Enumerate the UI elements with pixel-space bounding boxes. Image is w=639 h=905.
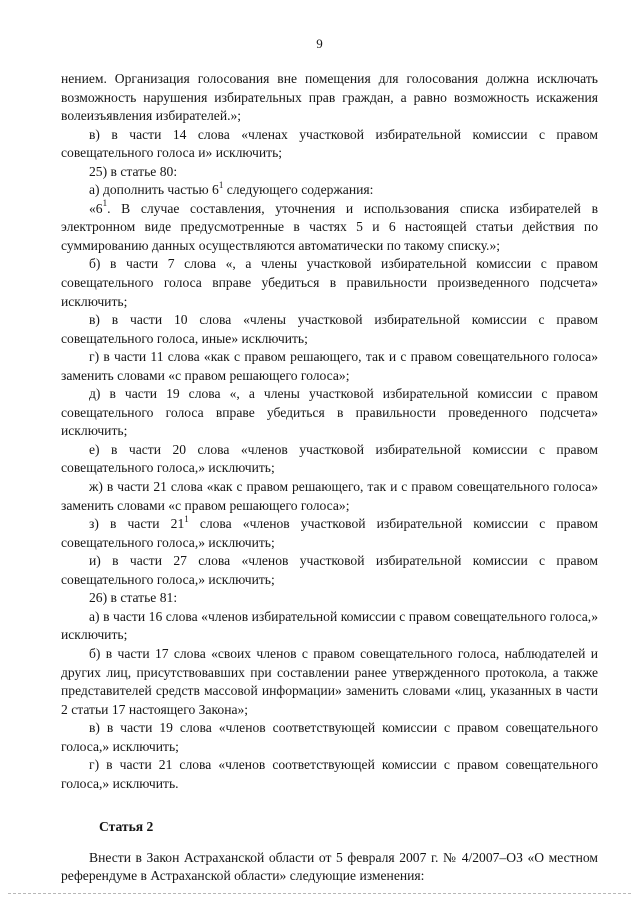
text-run: . В случае составления, уточнения и использования списка избирателей в электронном виде предусмотренные в частях 5 и 6 настоящей статьи действия по суммированию данных осуществляются автоматически по такому списку.»;: [61, 200, 598, 253]
paragraph: в) в части 14 слова «членах участковой избирательной комиссии с правом совещательного голоса и» исключить;: [61, 126, 598, 161]
paragraph: и) в части 27 слова «членов участковой избирательной комиссии с правом совещательного голоса,» исключить;: [61, 553, 598, 587]
superscript: 1: [102, 198, 108, 209]
text-run: слова «членов участковой избирательной комиссии с правом совещательного голоса,» исключить;: [61, 516, 598, 550]
paragraph: [61, 181, 598, 200]
paragraph: в) в части 19 слова «членов соответствующей комиссии с правом совещательного голоса,» исключить;: [61, 720, 598, 754]
paragraph: ж) в части 21 слова «как с правом решающего, так и с правом совещательного голоса» заменить словами «с правом решающего голоса»;: [61, 479, 598, 513]
paragraph: 25) в статье 80:: [89, 163, 178, 179]
paragraph: 26) в статье 81:: [89, 590, 178, 606]
paragraph: е) в части 20 слова «членов участковой избирательной комиссии с правом совещательного голоса,» исключить;: [61, 441, 598, 476]
paragraph: нением. Организация голосования вне помещения для голосования должна исключать возможность нарушения избирательных прав граждан, а равно возможность искажения волеизъявления избирателей.»;: [61, 71, 598, 124]
superscript: 1: [184, 513, 189, 524]
paragraph: г) в части 11 слова «как с правом решающего, так и с правом совещательного голоса» заменить словами «с правом решающего голоса»;: [61, 349, 598, 383]
document-body: [61, 70, 598, 886]
paragraph: Внести в Закон Астраханской области от 5 февраля 2007 г. № 4/2007–ОЗ «О местном референдуме в Астраханской области» следующие изменения:: [61, 849, 598, 884]
paragraph: г) в части 21 слова «членов соответствующей комиссии с правом совещательного голоса,» исключить.: [61, 757, 598, 791]
paragraph: д) в части 19 слова «, а члены участковой избирательной комиссии с правом совещательного голоса вправе убедиться в правильности проведенного подсчета» исключить;: [61, 386, 598, 439]
paragraph: [61, 515, 598, 552]
paragraph: а) в части 16 слова «членов избирательной комиссии с правом совещательного голоса,» исключить;: [61, 608, 598, 643]
article-heading: Статья 2: [99, 819, 154, 835]
scan-edge-line: [8, 893, 631, 894]
text-run: следующего содержания:: [223, 182, 374, 198]
superscript: 1: [218, 179, 224, 190]
text-run: з) в части 21: [89, 516, 185, 532]
page-number: 9: [316, 36, 323, 51]
paragraph: б) в части 7 слова «, а члены участковой избирательной комиссии с правом совещательного голоса вправе убедиться в правильности произведенного подсчета» исключить;: [61, 256, 598, 309]
paragraph: [61, 200, 598, 256]
text-run: а) дополнить частью 6: [89, 182, 219, 198]
text-run: «6: [89, 200, 103, 216]
paragraph: б) в части 17 слова «своих членов с правом совещательного голоса, наблюдателей и других лиц, присутствовавших при составлении ранее утвержденного протокола, а также представителей средств массовой информации» заменить словами «лиц, указанных в части 2 статьи 17 настоящего Закона»;: [61, 645, 598, 717]
paragraph: в) в части 10 слова «члены участковой избирательной комиссии с правом совещательного голоса, иные» исключить;: [61, 312, 598, 346]
